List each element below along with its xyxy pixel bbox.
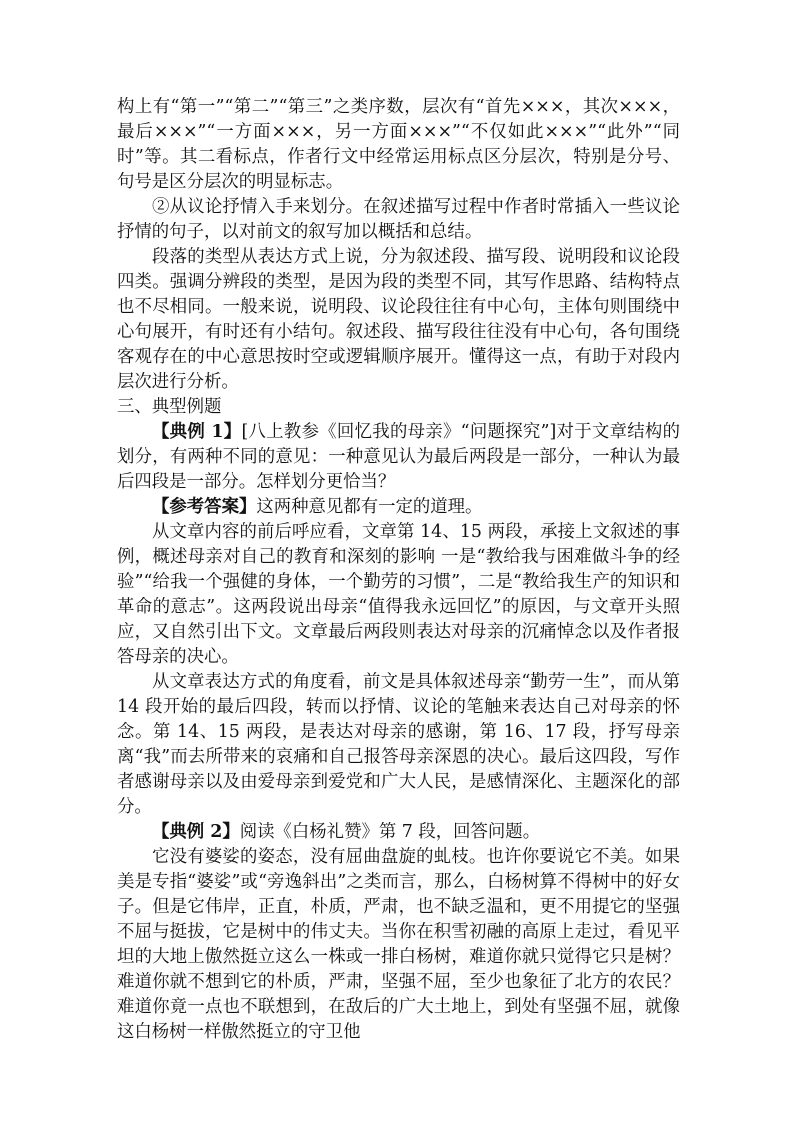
example-2: [117, 820, 680, 845]
reference-answer-text: 这两种意见都有一定的道理。: [256, 497, 483, 517]
paragraph-content-echo: 从文章内容的前后呼应看，文章第 14、15 两段，承接上文叙述的事例，概述母亲对自己的教育和深刻的影响 一是“教给我与困难做斗争的经验”“给我一个强健的身体，一个勤劳的习惯”，二是“教给我生产的知识和革命的意志”。这两段说出母亲“值得我永远回忆”的原因，与文章开头照应，又自然引出下文。文章最后两段则表达对母亲的沉痛悼念以及作者报答母亲的决心。: [117, 522, 680, 667]
example-1-tag: 【典例 1】: [152, 422, 242, 442]
paragraph-argument-method: ②从议论抒情入手来划分。在叙述描写过程中作者时常插入一些议论抒情的句子，以对前文的叙写加以概括和总结。: [117, 197, 680, 242]
document-page: [117, 95, 680, 1045]
reference-answer-tag: 【参考答案】: [152, 497, 257, 517]
paragraph-poplar-excerpt: 它没有婆娑的姿态，没有屈曲盘旋的虬枝。也许你要说它不美。如果美是专指“婆娑”或“旁逸斜出”之类而言，那么，白杨树算不得树中的好女子。但是它伟岸，正直，朴质，严肃，也不缺乏温和，更不用提它的坚强不屈与挺拔，它是树中的伟丈夫。当你在积雪初融的高原上走过，看见平坦的大地上傲然挺立这么一株或一排白杨树，难道你就只觉得它只是树？难道你就不想到它的朴质，严肃，坚强不屈，至少也象征了北方的农民？难道你竟一点也不联想到，在敌后的广大土地上，到处有坚强不屈，就像这白杨树一样傲然挺立的守卫他: [117, 847, 680, 1042]
reference-answer: [117, 495, 680, 520]
paragraph-expression-angle: 从文章表达方式的角度看，前文是具体叙述母亲“勤劳一生”，而从第 14 段开始的最后四段，转而以抒情、议论的笔触来表达自己对母亲的怀念。第 14、15 两段，是表达对母亲的感谢，第 16、17 段，抒写母亲离“我”而去所带来的哀痛和自己报答母亲深恩的决心。最后这四段，写作者感谢母亲以及由爱母亲到爱党和广大人民，是感情深化、主题深化的部分。: [117, 672, 680, 817]
paragraph-paragraph-types: 段落的类型从表达方式上说，分为叙述段、描写段、说明段和议论段四类。强调分辨段的类型，是因为段的类型不同，其写作思路、结构特点也不尽相同。一般来说，说明段、议论段往往有中心句，主体句则围绕中心句展开，有时还有小结句。叙述段、描写段往往没有中心句，各句围绕客观存在的中心意思按时空或逻辑顺序展开。懂得这一点，有助于对段内层次进行分析。: [117, 247, 680, 392]
example-1: [117, 420, 680, 495]
section-heading: 三、典型例题: [117, 397, 222, 417]
example-2-tag: 【典例 2】: [152, 822, 240, 842]
paragraph-structure-markers: 构上有“第一”“第二”“第三”之类序数，层次有“首先×××，其次×××，最后×××”“一方面×××，另一方面×××”“不仅如此×××”“此外”“同时”等。其二看标点，作者行文中经常运用标点区分层次，特别是分号、句号是区分层次的明显标志。: [117, 97, 680, 192]
example-2-question: 阅读《白杨礼赞》第 7 段，回答问题。: [239, 822, 541, 842]
example-1-question: [八上教参《回忆我的母亲》“问题探究”]对于文章结构的划分，有两种不同的意见：一种意见认为最后两段是一部分，一种认为最后四段是一部分。怎样划分更恰当？: [117, 422, 680, 492]
